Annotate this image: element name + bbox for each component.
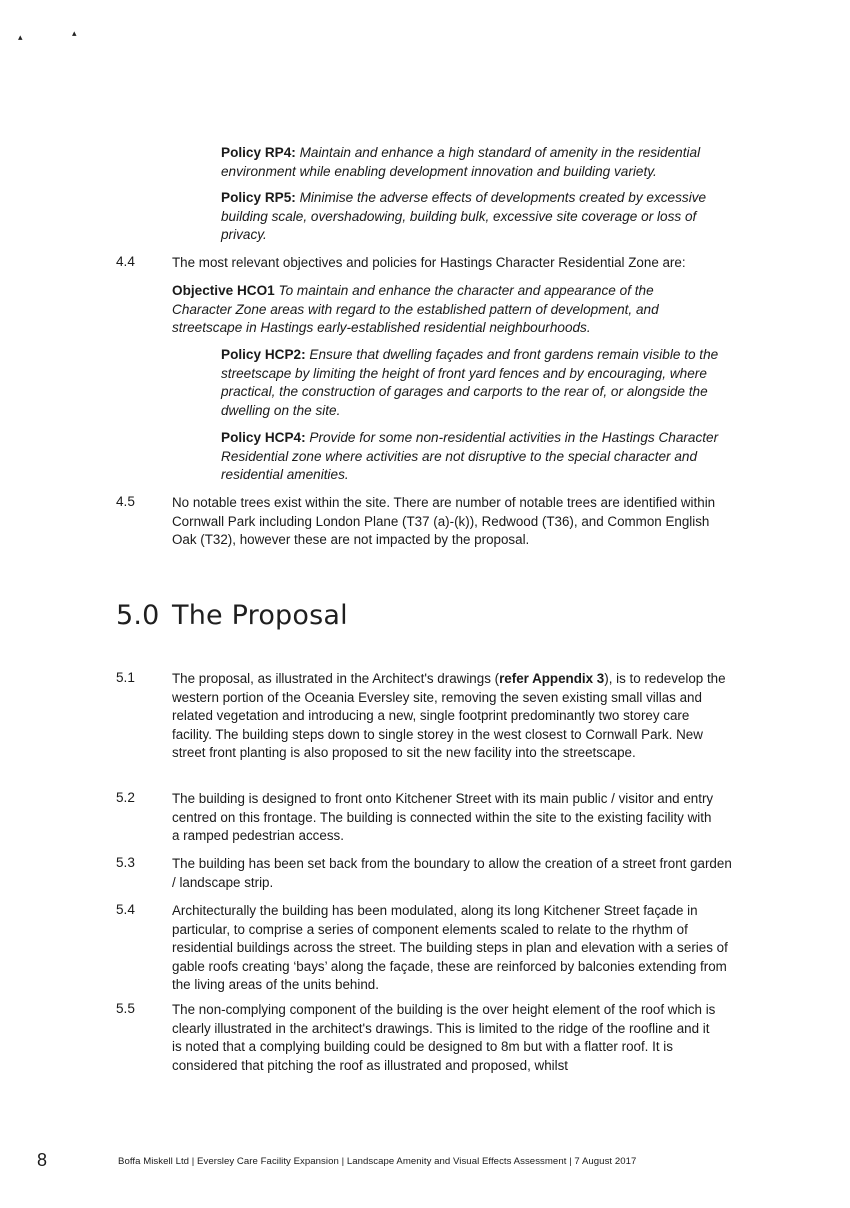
- paragraph-5-5: The non-complying component of the building is the over height element of the roof which is clearly illustrated in the architect's drawings. This is limited to the ridge of the roofline and it is noted that a complying building could be designed to 8m but with a flatter roof. It is considered that pitching the roof as illustrated and proposed, whilst: [172, 1002, 716, 1073]
- scan-mark: ▴: [18, 32, 23, 42]
- policy-label: Policy RP4:: [221, 145, 296, 160]
- paragraph-number: 4.5: [116, 494, 135, 509]
- paragraph-5-3: The building has been set back from the boundary to allow the creation of a street front garden / landscape strip.: [172, 856, 732, 890]
- policy-hcp2: [221, 346, 726, 420]
- policy-text: Maintain and enhance a high standard of amenity in the residential environment while enabling development innovation and building variety.: [221, 145, 701, 179]
- section-title: The Proposal: [172, 600, 348, 631]
- policy-label: Policy RP5:: [221, 190, 296, 205]
- policy-label: Policy HCP4:: [221, 430, 306, 445]
- scan-mark: ▴: [72, 28, 77, 38]
- policy-rp4: [221, 144, 736, 181]
- policy-hcp4: [221, 429, 726, 485]
- paragraph-number: 4.4: [116, 254, 135, 269]
- paragraph-number: 5.4: [116, 902, 135, 917]
- objective-hco1: [172, 282, 692, 338]
- policy-rp5: [221, 189, 736, 245]
- paragraph-number: 5.1: [116, 670, 135, 685]
- paragraph-5-4: Architecturally the building has been modulated, along its long Kitchener Street façade in particular, to comprise a series of component elements scaled to relate to the rhythm of residential buildings across the street. The building steps in plan and elevation with a series of gable roofs creating ‘bays’ along the façade, these are reinforced by balconies extending from the living areas of the units behind.: [172, 903, 728, 992]
- paragraph-number: 5.3: [116, 855, 135, 870]
- paragraph-5-1: [172, 670, 732, 763]
- paragraph-number: 5.5: [116, 1001, 135, 1016]
- appendix-reference: refer Appendix 3: [499, 671, 605, 686]
- policy-text: Provide for some non-residential activities in the Hastings Character Residential zone where activities are not disruptive to the special character and residential amenities.: [221, 430, 719, 482]
- paragraph-4-4: The most relevant objectives and policies for Hastings Character Residential Zone are:: [172, 255, 686, 270]
- policy-text: Minimise the adverse effects of developments created by excessive building scale, overshadowing, building bulk, excessive site coverage or loss of privacy.: [221, 190, 707, 242]
- section-number: 5.0: [116, 600, 160, 631]
- policy-text: Ensure that dwelling façades and front gardens remain visible to the streetscape by limiting the height of front yard fences and by encouraging, where practical, the construction of garages and carports to the rear of, or alongside the dwelling on the site.: [221, 347, 719, 418]
- footer-text: Boffa Miskell Ltd | Eversley Care Facility Expansion | Landscape Amenity and Visual Effects Assessment | 7 August 2017: [118, 1156, 637, 1167]
- paragraph-5-2: The building is designed to front onto Kitchener Street with its main public / visitor and entry centred on this frontage. The building is connected within the site to the existing facility with a ramped pedestrian access.: [172, 791, 714, 843]
- paragraph-number: 5.2: [116, 790, 135, 805]
- paragraph-4-5: No notable trees exist within the site. There are number of notable trees are identified within Cornwall Park including London Plane (T37 (a)-(k)), Redwood (T36), and Common English Oak (T32), however these are not impacted by the proposal.: [172, 495, 716, 547]
- policy-label: Policy HCP2:: [221, 347, 306, 362]
- paragraph-text: The proposal, as illustrated in the Architect's drawings (: [172, 671, 500, 686]
- page-number: 8: [37, 1150, 48, 1170]
- objective-label: Objective HCO1: [172, 283, 275, 298]
- paragraph-text: ), is to redevelop the western portion of the Oceania Eversley site, removing the seven existing small villas and related vegetation and introducing a new, single footprint predominantly two storey care facility. The building steps down to single storey in the west closest to Cornwall Park. New street front planting is also proposed to sit the new facility into the streetscape.: [172, 671, 726, 760]
- objective-text: To maintain and enhance the character and appearance of the Character Zone areas with regard to the established pattern of development, and streetscape in Hastings early-established residential neighbourhoods.: [172, 283, 659, 335]
